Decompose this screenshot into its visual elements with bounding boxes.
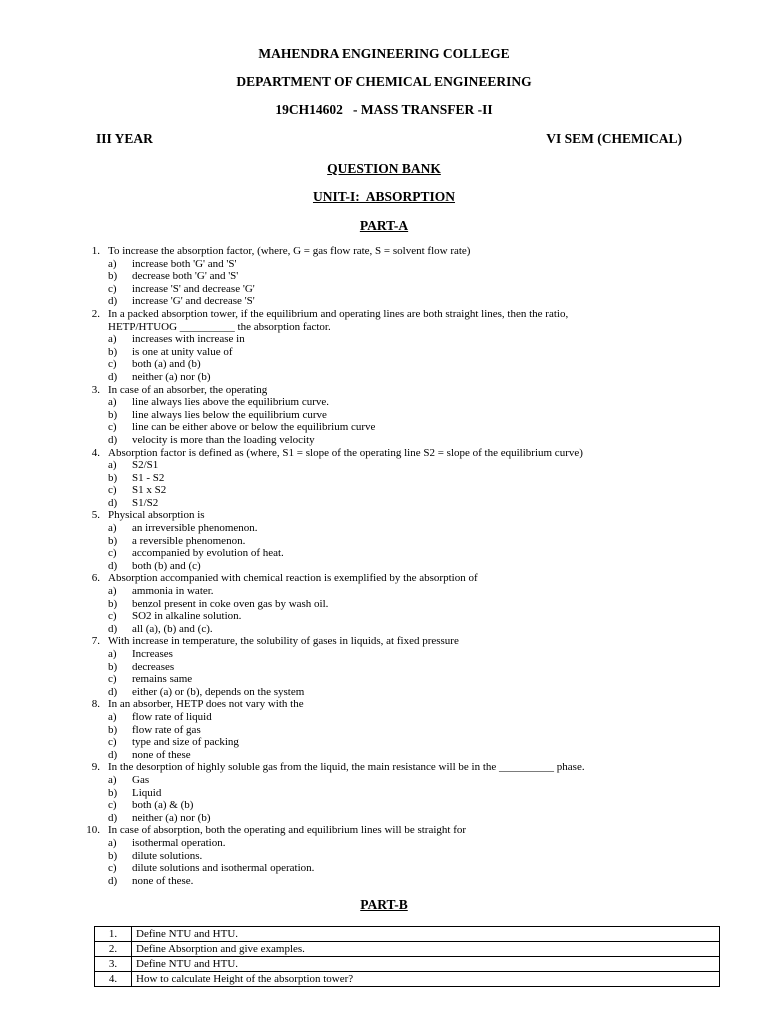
option-text: none of these. xyxy=(132,874,194,887)
question-item xyxy=(84,384,684,397)
answer-option xyxy=(84,724,684,737)
question-number: 1. xyxy=(91,245,100,257)
question-text: In an absorber, HETP does not vary with the xyxy=(108,698,304,711)
option-text: neither (a) nor (b) xyxy=(132,370,211,383)
course-title: 19CH14602 - MASS TRANSFER -II xyxy=(275,102,493,117)
option-text: dilute solutions and isothermal operation. xyxy=(132,862,315,875)
option-letter: a) xyxy=(108,585,117,598)
answer-option xyxy=(84,812,684,825)
option-text: line always lies below the equilibrium curve xyxy=(132,408,327,421)
row-question: Define Absorption and give examples. xyxy=(132,942,720,957)
question-text: To increase the absorption factor, (where, G = gas flow rate, S = solvent flow rate) xyxy=(108,245,471,257)
question-number: 3. xyxy=(91,383,100,396)
option-text: S1/S2 xyxy=(132,496,159,509)
option-text: S1 - S2 xyxy=(132,471,165,484)
part-a-heading: PART-A xyxy=(359,218,409,233)
option-letter: a) xyxy=(108,522,117,535)
question-text: In a packed absorption tower, if the equilibrium and operating lines are both straight lines, then the ratio, xyxy=(108,307,569,320)
option-text: increase 'S' and decrease 'G' xyxy=(132,282,255,295)
option-text: a reversible phenomenon. xyxy=(132,534,246,547)
option-letter: a) xyxy=(108,836,117,849)
option-letter: c) xyxy=(108,862,117,875)
option-letter: b) xyxy=(108,534,118,547)
option-text: velocity is more than the loading velocity xyxy=(132,433,315,446)
option-letter: c) xyxy=(108,736,117,749)
question-text: In case of absorption, both the operating and equilibrium lines will be straight for xyxy=(108,824,467,837)
option-text: an irreversible phenomenon. xyxy=(132,522,258,535)
option-letter: a) xyxy=(108,648,117,660)
question-text: With increase in temperature, the solubility of gases in liquids, at fixed pressure xyxy=(108,635,459,648)
part-a-question-list xyxy=(84,245,684,887)
answer-option xyxy=(84,711,684,724)
college-name: MAHENDRA ENGINEERING COLLEGE xyxy=(258,46,510,61)
question-text: In case of an absorber, the operating xyxy=(108,383,268,396)
question-number: 6. xyxy=(91,572,100,585)
row-number: 1. xyxy=(95,927,132,942)
answer-option-correct xyxy=(84,862,684,875)
question-text: Absorption accompanied with chemical reaction is exemplified by the absorption of xyxy=(108,572,478,585)
question-number: 2. xyxy=(91,307,100,320)
answer-option-correct xyxy=(84,497,684,510)
answer-option xyxy=(84,850,684,863)
option-letter: c) xyxy=(108,421,117,434)
option-text: flow rate of liquid xyxy=(132,710,212,723)
question-number: 5. xyxy=(91,509,100,522)
semester-label: VI SEM (CHEMICAL) xyxy=(546,131,682,146)
question-text: Physical absorption is xyxy=(108,509,205,522)
answer-option xyxy=(84,774,684,787)
option-letter: d) xyxy=(108,748,118,761)
answer-option xyxy=(84,623,684,636)
option-text: line can be either above or below the equilibrium curve xyxy=(132,421,376,434)
option-text: Increases xyxy=(132,648,173,660)
answer-option xyxy=(84,875,684,888)
question-item xyxy=(84,761,684,774)
question-item xyxy=(84,308,684,321)
answer-option-correct xyxy=(84,396,684,409)
option-letter: c) xyxy=(108,673,117,686)
option-text: line always lies above the equilibrium curve. xyxy=(132,396,330,409)
table-row xyxy=(95,972,720,987)
answer-option-correct xyxy=(84,283,684,296)
option-letter: a) xyxy=(108,710,117,723)
option-text: decreases xyxy=(132,660,175,673)
option-letter: d) xyxy=(108,295,118,308)
option-letter: d) xyxy=(108,433,118,446)
option-letter: d) xyxy=(108,559,118,572)
answer-option xyxy=(84,484,684,497)
question-item xyxy=(84,635,684,648)
option-letter: b) xyxy=(108,723,118,736)
option-letter: d) xyxy=(108,370,118,383)
part-b-heading: PART-B xyxy=(360,897,408,912)
answer-option xyxy=(84,837,684,850)
question-number: 8. xyxy=(91,698,100,711)
table-row xyxy=(95,957,720,972)
option-text: increases with increase in xyxy=(132,333,245,346)
answer-option xyxy=(84,459,684,472)
row-number: 4. xyxy=(95,972,132,987)
option-text: isothermal operation. xyxy=(132,836,226,849)
table-row xyxy=(95,927,720,942)
option-text: S2/S1 xyxy=(132,459,159,472)
option-text: ammonia in water. xyxy=(132,585,214,598)
option-letter: d) xyxy=(108,622,118,635)
option-letter: d) xyxy=(108,685,118,698)
answer-option xyxy=(84,333,684,346)
option-letter: b) xyxy=(108,597,118,610)
question-text: In the desorption of highly soluble gas from the liquid, the main resistance will be in the __________ phase. xyxy=(108,761,585,774)
option-text: remains same xyxy=(132,673,193,686)
row-question: Define NTU and HTU. xyxy=(132,957,720,972)
option-text: increase 'G' and decrease 'S' xyxy=(132,295,255,308)
question-bank-title: QUESTION BANK xyxy=(327,161,441,176)
option-text: both (a) and (b) xyxy=(132,358,201,371)
option-letter: a) xyxy=(108,459,117,472)
option-text: neither (a) nor (b) xyxy=(132,811,211,824)
option-letter: c) xyxy=(108,282,117,295)
answer-option xyxy=(84,409,684,422)
question-number: 10. xyxy=(86,824,100,837)
question-item xyxy=(84,824,684,837)
option-text: dilute solutions. xyxy=(132,849,203,862)
option-text: S1 x S2 xyxy=(132,484,167,497)
question-number: 9. xyxy=(91,761,100,774)
option-text: is one at unity value of xyxy=(132,345,233,358)
question-number: 7. xyxy=(91,635,100,648)
option-text: increase both 'G' and 'S' xyxy=(132,257,237,270)
option-letter: b) xyxy=(108,660,118,673)
question-item xyxy=(84,509,684,522)
answer-option xyxy=(84,547,684,560)
option-letter: b) xyxy=(108,471,118,484)
option-text: both (a) & (b) xyxy=(132,799,194,812)
answer-option xyxy=(84,434,684,447)
answer-option xyxy=(84,799,684,812)
answer-option xyxy=(84,371,684,384)
option-letter: d) xyxy=(108,874,118,887)
table-row xyxy=(95,942,720,957)
option-text: none of these xyxy=(132,748,191,761)
option-text: type and size of packing xyxy=(132,736,239,749)
option-letter: c) xyxy=(108,610,117,623)
option-text: Gas xyxy=(132,773,150,786)
answer-option-correct xyxy=(84,787,684,800)
answer-option xyxy=(84,673,684,686)
answer-option xyxy=(84,421,684,434)
department-name: DEPARTMENT OF CHEMICAL ENGINEERING xyxy=(236,74,532,89)
question-text-continued: HETP/HTUOG __________ the absorption factor. xyxy=(108,320,331,333)
option-letter: c) xyxy=(108,547,117,560)
answer-option xyxy=(84,585,684,598)
answer-option xyxy=(84,270,684,283)
option-letter: a) xyxy=(108,396,117,409)
question-item xyxy=(84,447,684,460)
option-letter: b) xyxy=(108,408,118,421)
part-b-table xyxy=(94,926,720,987)
answer-option-correct xyxy=(84,661,684,674)
answer-option xyxy=(84,736,684,749)
option-text: all (a), (b) and (c). xyxy=(132,622,213,635)
option-letter: c) xyxy=(108,799,117,812)
option-letter: d) xyxy=(108,811,118,824)
question-item xyxy=(84,698,684,711)
answer-option xyxy=(84,522,684,535)
option-letter: a) xyxy=(108,257,117,270)
row-number: 2. xyxy=(95,942,132,957)
question-text: Absorption factor is defined as (where, S1 = slope of the operating line S2 = slope of the equilibrium curve) xyxy=(108,446,583,459)
answer-option xyxy=(84,686,684,699)
year-label: III YEAR xyxy=(96,131,153,146)
answer-option xyxy=(84,346,684,359)
option-letter: a) xyxy=(108,333,117,346)
answer-option-correct xyxy=(84,560,684,573)
answer-option-correct xyxy=(84,610,684,623)
option-letter: b) xyxy=(108,849,118,862)
option-text: decrease both 'G' and 'S' xyxy=(132,270,239,283)
answer-option xyxy=(84,535,684,548)
answer-option-correct xyxy=(84,358,684,371)
row-question: How to calculate Height of the absorption tower? xyxy=(132,972,720,987)
option-letter: b) xyxy=(108,270,118,283)
option-text: either (a) or (b), depends on the system xyxy=(132,685,305,698)
option-text: flow rate of gas xyxy=(132,723,201,736)
option-text: benzol present in coke oven gas by wash oil. xyxy=(132,597,329,610)
option-text: SO2 in alkaline solution. xyxy=(132,610,242,623)
option-letter: c) xyxy=(108,484,117,497)
option-text: accompanied by evolution of heat. xyxy=(132,547,284,560)
option-letter: a) xyxy=(108,773,117,786)
question-item xyxy=(84,245,684,258)
option-text: Liquid xyxy=(132,786,162,799)
option-letter: b) xyxy=(108,786,118,799)
option-letter: d) xyxy=(108,496,118,509)
answer-option xyxy=(84,258,684,271)
question-number: 4. xyxy=(91,446,100,459)
answer-option xyxy=(84,472,684,485)
option-letter: c) xyxy=(108,358,117,371)
question-item xyxy=(84,572,684,585)
answer-option-correct xyxy=(84,749,684,762)
row-number: 3. xyxy=(95,957,132,972)
answer-option xyxy=(84,598,684,611)
answer-option xyxy=(84,295,684,308)
option-letter: b) xyxy=(108,345,118,358)
row-question: Define NTU and HTU. xyxy=(132,927,720,942)
option-text: both (b) and (c) xyxy=(132,559,201,572)
answer-option xyxy=(84,648,684,661)
unit-title: UNIT-I: ABSORPTION xyxy=(312,189,456,204)
